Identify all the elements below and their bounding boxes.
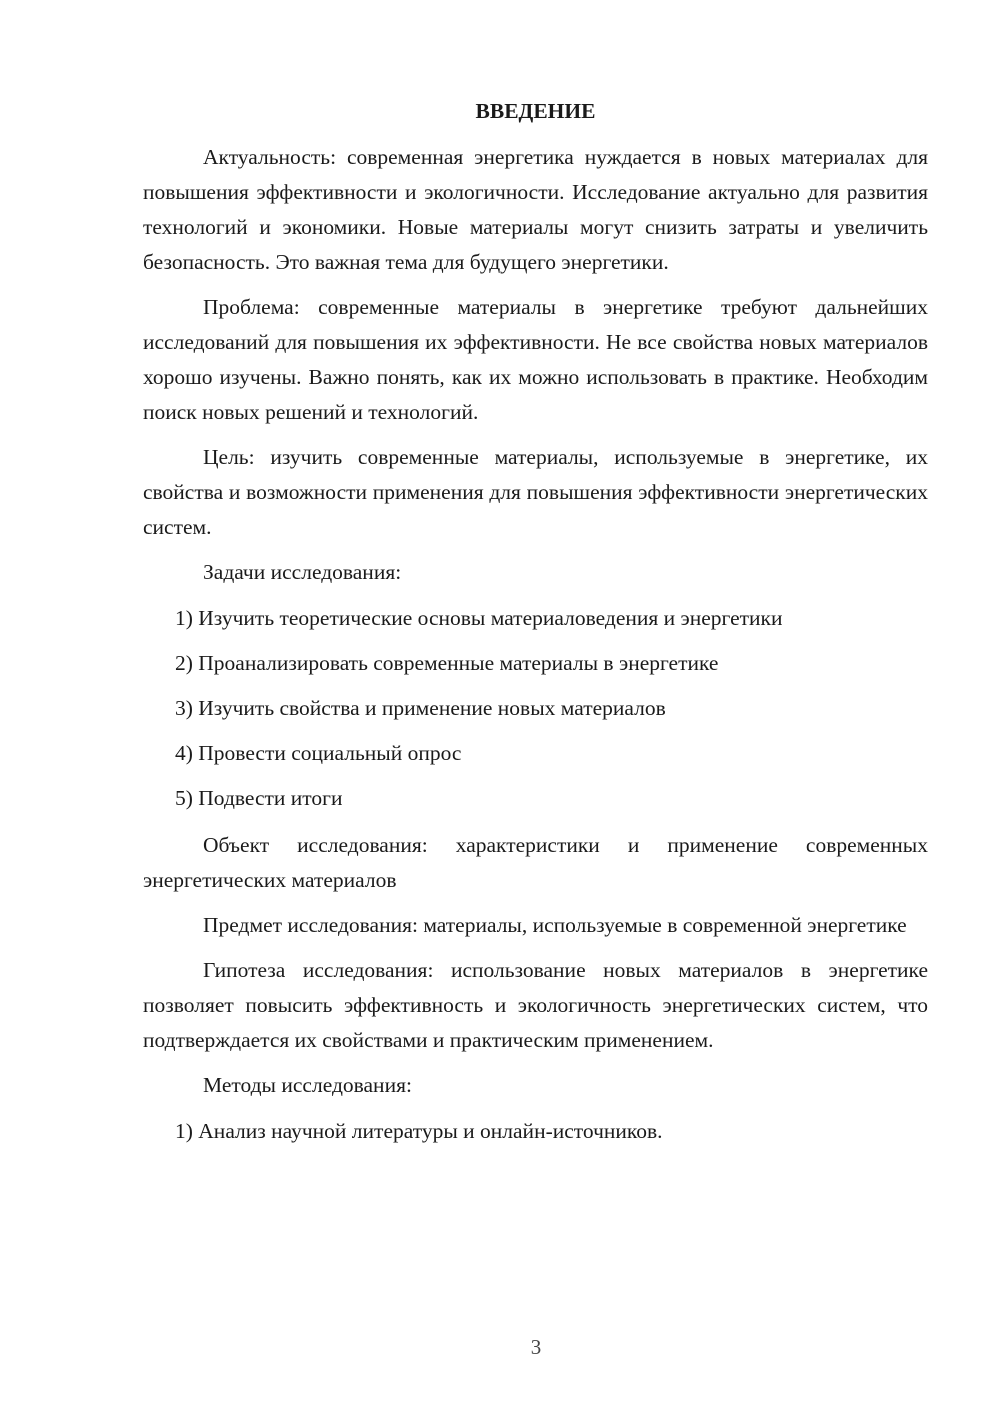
object-paragraph: Объект исследования: характеристики и применение современных энергетических материалов xyxy=(143,833,928,892)
section-heading: ВВЕДЕНИЕ xyxy=(475,99,596,123)
subject-paragraph: Предмет исследования: материалы, используемые в современной энергетике xyxy=(203,913,907,937)
list-item: 1) Изучить теоретические основы материаловедения и энергетики xyxy=(175,606,783,630)
problem-paragraph: Проблема: современные материалы в энергетике требуют дальнейших исследований для повышения их эффективности. Не все свойства новых материалов хорошо изучены. Важно понять, как их можно использовать в практике. Необходим поиск новых решений и технологий. xyxy=(143,295,928,424)
methods-list xyxy=(143,1114,928,1149)
hypothesis-paragraph: Гипотеза исследования: использование новых материалов в энергетике позволяет повысить эффективность и экологичность энергетических систем, что подтверждается их свойствами и практическим применением. xyxy=(143,958,928,1052)
list-item: 4) Провести социальный опрос xyxy=(175,741,462,765)
document-page xyxy=(143,96,928,1161)
list-item: 1) Анализ научной литературы и онлайн-источников. xyxy=(175,1119,663,1143)
tasks-label: Задачи исследования: xyxy=(203,560,402,584)
list-item: 5) Подвести итоги xyxy=(175,786,343,810)
relevance-paragraph: Актуальность: современная энергетика нуждается в новых материалах для повышения эффективности и экологичности. Исследование актуально для развития технологий и экономики. Новые материалы могут снизить затраты и увеличить безопасность. Это важная тема для будущего энергетики. xyxy=(143,145,928,274)
goal-paragraph: Цель: изучить современные материалы, используемые в энергетике, их свойства и возможности применения для повышения эффективности энергетических систем. xyxy=(143,445,928,539)
tasks-list xyxy=(143,601,928,816)
methods-label: Методы исследования: xyxy=(203,1073,412,1097)
list-item: 2) Проанализировать современные материалы в энергетике xyxy=(175,651,719,675)
list-item: 3) Изучить свойства и применение новых материалов xyxy=(175,696,666,720)
page-number: 3 xyxy=(530,1335,542,1359)
